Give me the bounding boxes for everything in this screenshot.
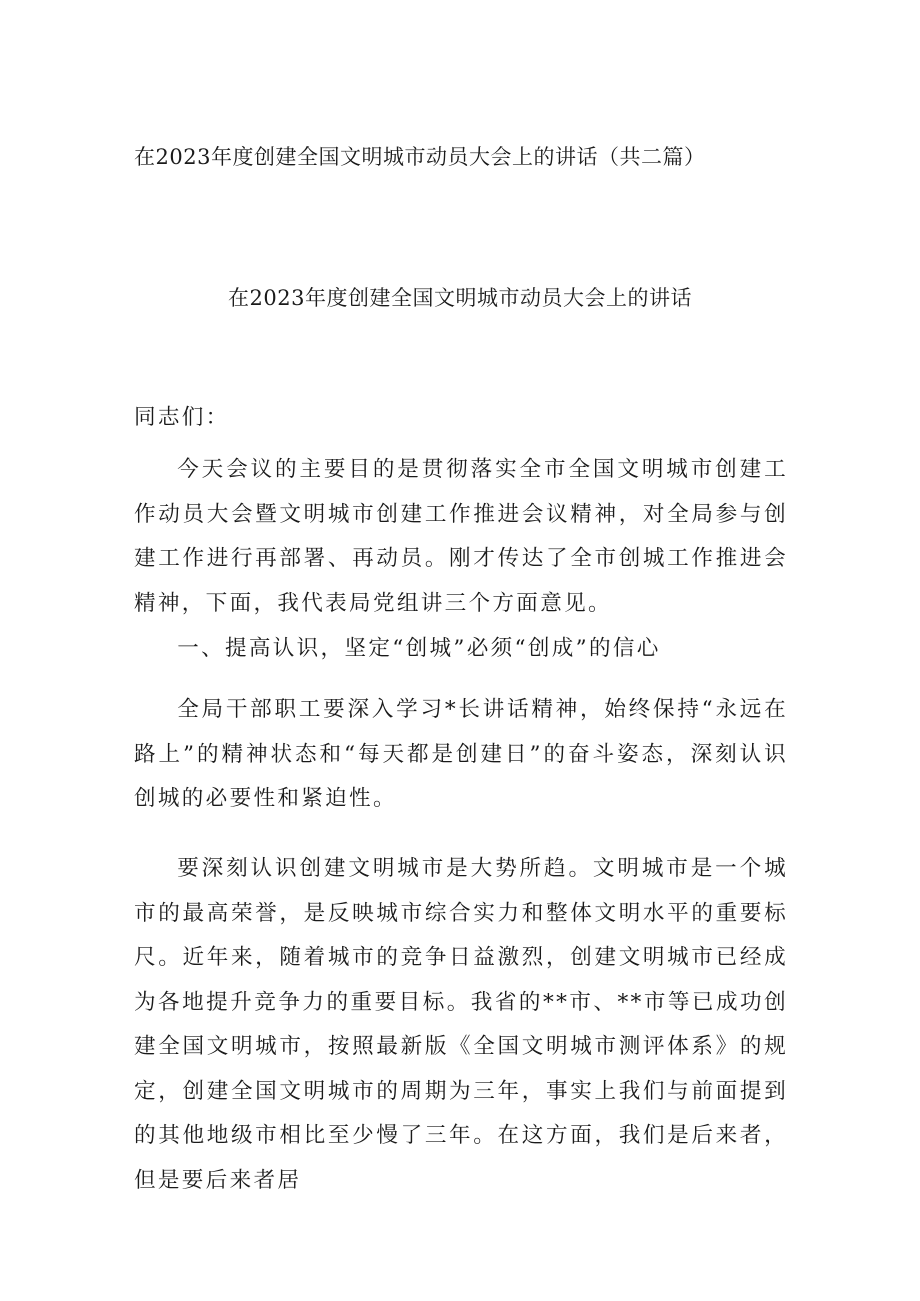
- section-heading-1: 一、提高认识，坚定“创城”必须“创成”的信心: [177, 636, 661, 661]
- document-title: 在2023年度创建全国文明城市动员大会上的讲话（共二篇）: [134, 145, 706, 169]
- paragraph-study: 全局干部职工要深入学习*长讲话精神，始终保持“永远在路上”的精神状态和“每天都是创建日”的奋斗姿态，深刻认识创城的必要性和紧迫性。: [134, 697, 788, 811]
- salutation: 同志们：: [134, 405, 230, 430]
- paragraph-trend: 要深刻认识创建文明城市是大势所趋。文明城市是一个城市的最高荣誉，是反映城市综合实力和整体文明水平的重要标尺。近年来，随着城市的竞争日益激烈，创建文明城市已经成为各地提升竞争力的重要目标。我省的**市、**市等已成功创建全国文明城市，按照最新版《全国文明城市测评体系》的规定，创建全国文明城市的周期为三年，事实上我们与前面提到的其他地级市相比至少慢了三年。在这方面，我们是后来者，但是要后来者居: [134, 856, 788, 1193]
- speech-title: 在2023年度创建全国文明城市动员大会上的讲话: [228, 286, 692, 310]
- paragraph-intro: 今天会议的主要目的是贯彻落实全市全国文明城市创建工作动员大会暨文明城市创建工作推进会议精神，对全局参与创建工作进行再部署、再动员。刚才传达了全市创城工作推进会精神，下面，我代表局党组讲三个方面意见。: [134, 457, 788, 616]
